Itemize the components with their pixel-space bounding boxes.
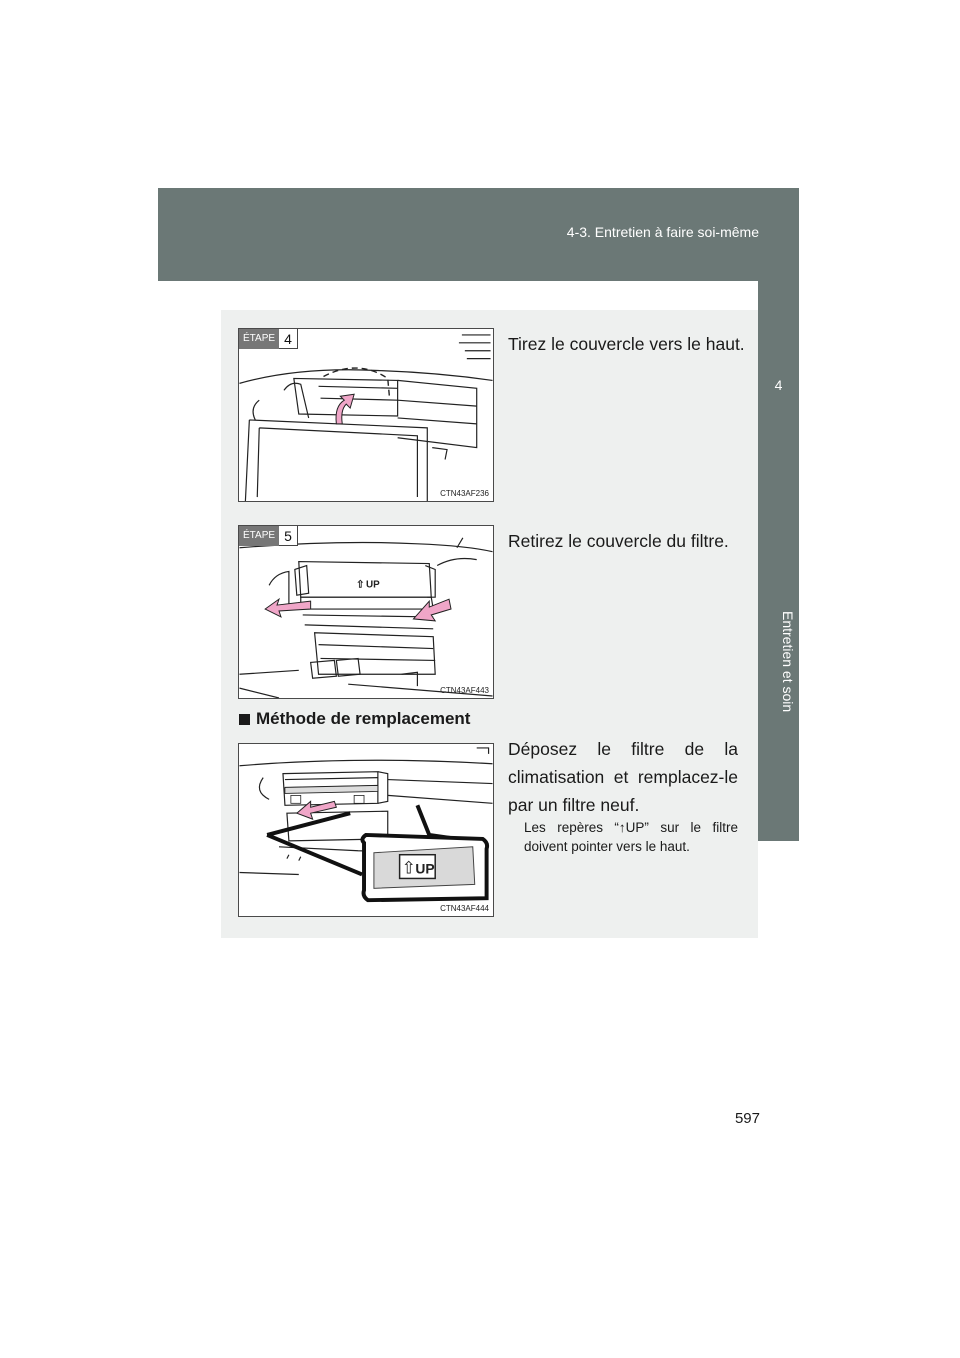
replacement-drawing [239, 744, 493, 916]
up-mark-label: UP [366, 579, 380, 591]
up-mark-label: UP [415, 860, 435, 877]
step-5-illustration [238, 525, 494, 699]
replacement-text: Déposez le filtre de la climatisation et remplacez-le par un filtre neuf. [508, 739, 738, 815]
step-4-illustration [238, 328, 494, 502]
header-band [158, 188, 799, 281]
step-4-drawing [239, 329, 493, 501]
svg-text:⇧: ⇧ [401, 858, 416, 878]
square-bullet-icon [239, 714, 250, 725]
step-number: 5 [279, 526, 298, 546]
replacement-illustration [238, 743, 494, 917]
step-label: ÉTAPE [239, 526, 279, 546]
chapter-side-tab [758, 281, 799, 841]
step-4-badge [239, 329, 298, 349]
step-5-text: Retirez le couvercle du filtre. [508, 531, 729, 551]
page-number: 597 [734, 1110, 760, 1127]
chapter-number: 4 [774, 377, 783, 393]
section-title: 4-3. Entretien à faire soi-même [566, 224, 759, 240]
section-heading-text: Méthode de remplacement [256, 709, 471, 728]
section-heading [239, 709, 470, 729]
step-label: ÉTAPE [239, 329, 279, 349]
step-4-text: Tirez le couvercle vers le haut. [508, 334, 745, 354]
svg-text:⇧: ⇧ [356, 579, 365, 591]
chapter-title: Entretien et soin [780, 611, 796, 713]
step-number: 4 [279, 329, 298, 349]
figure-code: CTN43AF443 [440, 686, 489, 695]
replacement-note: Les repères “↑UP” sur le filtre doivent pointer vers le haut. [524, 820, 738, 854]
step-5-badge [239, 526, 298, 546]
step-5-drawing [239, 526, 493, 698]
figure-code: CTN43AF236 [440, 489, 489, 498]
figure-code: CTN43AF444 [440, 904, 489, 913]
